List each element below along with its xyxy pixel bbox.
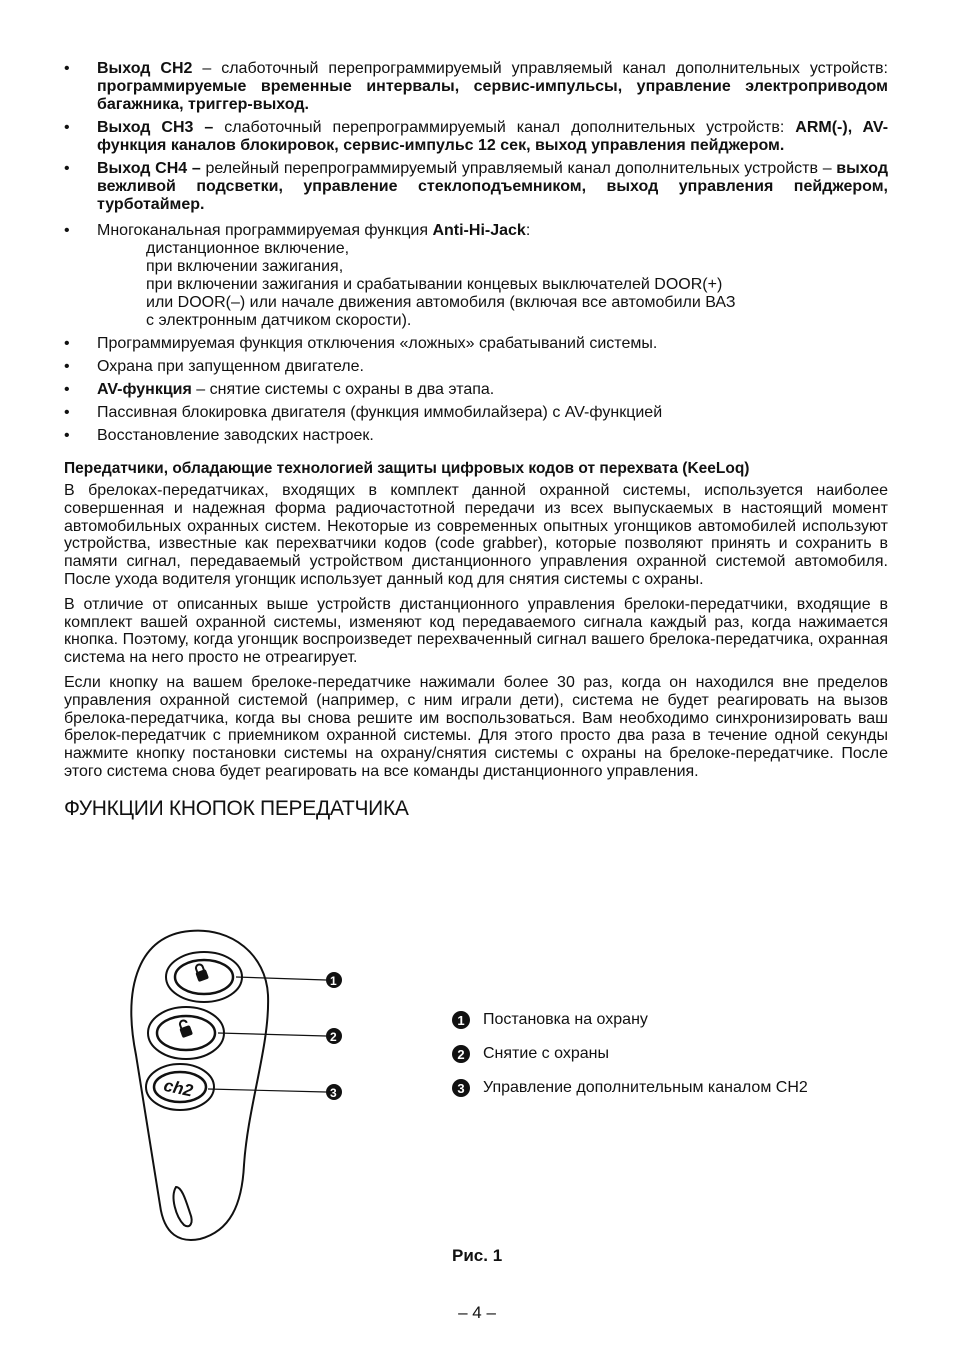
antihijack-sublist xyxy=(97,240,888,330)
sub-line: или DOOR(–) или начале движения автомобиля (включая все автомобили ВАЗ xyxy=(146,294,736,311)
legend-text: Снятие с охраны xyxy=(483,1045,609,1062)
bullet-bold: ARM(-), AV-функция каналов блокировок, сервис-импульс 12 сек, выход управления пейджером. xyxy=(97,119,889,154)
bullet-text: Программируемая функция отключения «ложных» срабатываний системы. xyxy=(97,335,658,352)
sub-line: с электронным датчиком скорости). xyxy=(146,312,412,329)
paragraph: В брелоках-передатчиках, входящих в комплект данной охранной системы, используется наиболее совершенная и надежная форма радиочастотной передачи из всех выпускаемых в настоящий момент автомобильных охранных систем. Некоторые из современных опытных угонщиков автомобилей используют устройства, известные как перехватчики кодов (code grabber), которые позволяют принять и сохранить в памяти сигнал, передаваемый устройством дистанционного управления охранной системой автомобиля. После ухода водителя угонщик использует данный код для снятия системы с охраны. xyxy=(64,482,888,588)
list-item-av xyxy=(64,381,888,399)
bullet-text: – снятие системы с охраны в два этапа. xyxy=(191,381,495,398)
bullet-bold: AV-функция xyxy=(97,381,192,398)
bullet-bold: программируемые временные интервалы, сервис-импульсы, управление электроприводом багажника, триггер-выход. xyxy=(97,78,888,113)
bullet-dash: – xyxy=(187,160,206,177)
remote-figure xyxy=(120,925,380,1245)
legend-text: Постановка на охрану xyxy=(483,1011,648,1028)
sub-line: при включении зажигания, xyxy=(146,258,344,275)
functions-heading: ФУНКЦИИ КНОПОК ПЕРЕДАТЧИКА xyxy=(64,796,409,820)
lock-closed-icon xyxy=(193,963,209,982)
legend-number: 1 xyxy=(452,1011,470,1029)
page-number: – 4 – xyxy=(458,1303,496,1322)
section-title: Передатчики, обладающие технологией защиты цифровых кодов от перехвата (KeeLoq) xyxy=(64,460,750,477)
legend-row xyxy=(452,1071,808,1105)
legend-row xyxy=(452,1003,808,1037)
list-item-ch2 xyxy=(64,60,888,114)
bullet-text: Многоканальная программируемая функция xyxy=(97,222,433,239)
ch2-label: ch2 xyxy=(162,1075,195,1101)
list-item xyxy=(64,358,888,376)
list-item-antihijack xyxy=(64,222,888,330)
bullet-text: релейный перепрограммируемый управляемый канал дополнительных устройств – xyxy=(205,160,837,177)
callout-2-label: 2 xyxy=(330,1030,337,1044)
lock-open-icon xyxy=(177,1019,193,1038)
feature-list xyxy=(64,60,888,445)
paragraph: В отличие от описанных выше устройств дистанционного управления брелоки-передатчики, входящие в комплект вашей охранной системы, изменяют код передаваемого сигнала каждый раз, когда нажимается кнопка. Поэтому, когда угонщик воспроизведет перехваченный сигнал вашего брелока-передатчика, охранная система на него просто не отреагирует. xyxy=(64,595,888,667)
bullet-dash: – xyxy=(193,119,225,136)
callout-1-label: 1 xyxy=(330,974,337,988)
bullet-bold: Anti-Hi-Jack xyxy=(432,222,526,239)
legend-row xyxy=(452,1037,808,1071)
bullet-lead: Выход CH4 xyxy=(97,160,188,177)
bullet-text: слаботочный перепрограммируемый канал дополнительных устройств: xyxy=(224,119,796,136)
legend-number: 3 xyxy=(452,1079,470,1097)
bullet-text: : xyxy=(525,222,531,239)
keyring-slot xyxy=(174,1187,192,1226)
bullet-text: Охрана при запущенном двигателе. xyxy=(97,358,364,375)
button-legend xyxy=(452,1003,808,1105)
bullet-lead: Выход CH2 xyxy=(97,60,193,77)
figure-caption: Рис. 1 xyxy=(452,1246,503,1265)
page-content xyxy=(64,60,888,821)
bullet-text: – слаботочный перепрограммируемый управляемый канал дополнительных устройств: xyxy=(192,60,889,77)
bullet-text: Пассивная блокировка двигателя (функция иммобилайзера) с AV-функцией xyxy=(97,404,663,421)
legend-number: 2 xyxy=(452,1045,470,1063)
list-item xyxy=(64,404,888,422)
remote-illustration xyxy=(120,925,380,1245)
legend-text: Управление дополнительным каналом CH2 xyxy=(483,1079,808,1096)
sub-line: дистанционное включение, xyxy=(146,240,350,257)
bullet-lead: Выход CH3 xyxy=(97,119,194,136)
bullet-bold: выход вежливой подсветки, управление стеклоподъемником, выход управления пейджером, турботаймер. xyxy=(97,160,889,213)
list-item xyxy=(64,427,888,445)
paragraph: Если кнопку на вашем брелоке-передатчике нажимали более 30 раз, когда он находился вне пределов управления охранной системой (например, с ним играли дети), система не будет реагировать на вызов брелока-передатчика, когда вы снова решите им воспользоваться. Вам необходимо синхронизировать ваш брелок-передатчик с приемником охранной системы. Для этого просто два раза в течение одной секунды нажмите кнопку постановки системы на охрану/снятия системы с охраны на брелоке-передатчике. После этого система снова будет реагировать на все команды дистанционного управления. xyxy=(64,673,888,780)
list-item-ch4 xyxy=(64,160,888,214)
sub-line: при включении зажигания и срабатывании концевых выключателей DOOR(+) xyxy=(146,276,723,293)
list-item-ch3 xyxy=(64,119,888,155)
callout-3-label: 3 xyxy=(330,1086,337,1100)
bullet-text: Восстановление заводских настроек. xyxy=(97,427,374,444)
list-item xyxy=(64,335,888,353)
